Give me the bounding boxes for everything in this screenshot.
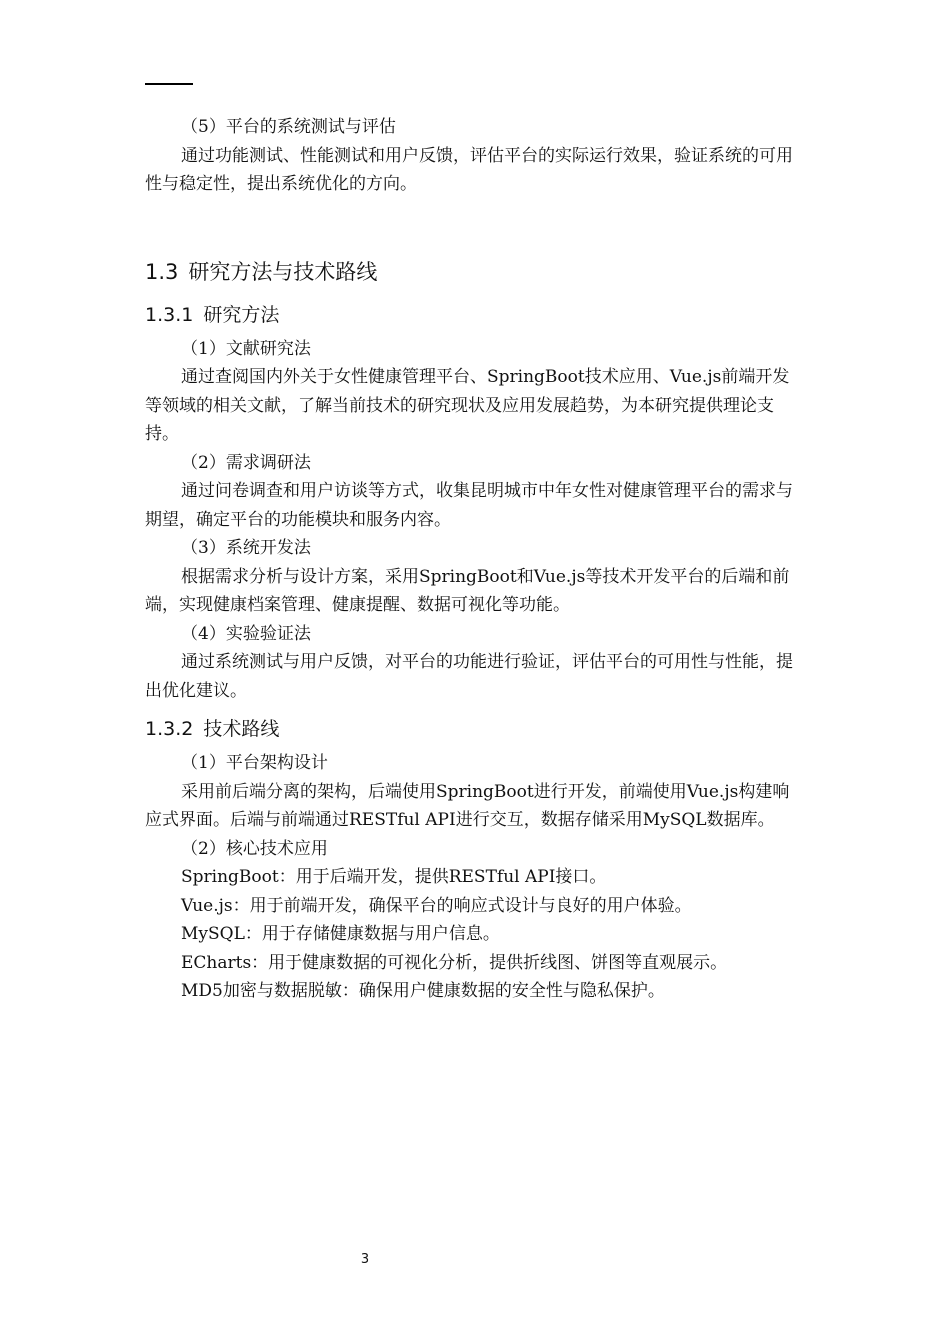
method-3-body: 根据需求分析与设计方案，采用SpringBoot和Vue.js等技术开发平台的后端和前端，实现健康档案管理、健康提醒、数据可视化等功能。 xyxy=(145,566,790,615)
page-number: 3 xyxy=(360,1252,370,1267)
subsection-title: 研究方法 xyxy=(203,303,280,326)
route-1-body: 采用前后端分离的架构，后端使用SpringBoot进行开发，前端使用Vue.js构建响应式界面。后端与前端通过RESTful API进行交互，数据存储采用MySQL数据库。 xyxy=(145,781,790,830)
method-4-title: （4）实验验证法 xyxy=(181,623,311,644)
document-body xyxy=(145,113,801,1006)
tech-echarts: ECharts：用于健康数据的可视化分析，提供折线图、饼图等直观展示。 xyxy=(181,952,728,973)
method-2-title: （2）需求调研法 xyxy=(181,452,311,473)
header-rule xyxy=(145,83,193,85)
tech-springboot: SpringBoot：用于后端开发，提供RESTful API接口。 xyxy=(181,867,607,887)
method-3-title: （3）系统开发法 xyxy=(181,538,311,558)
tech-vuejs: Vue.js：用于前端开发，确保平台的响应式设计与良好的用户体验。 xyxy=(181,895,692,916)
tech-md5: MD5加密与数据脱敏：确保用户健康数据的安全性与隐私保护。 xyxy=(181,981,665,1001)
tech-mysql: MySQL：用于存储健康数据与用户信息。 xyxy=(181,924,500,944)
method-4-body: 通过系统测试与用户反馈，对平台的功能进行验证，评估平台的可用性与性能，提出优化建议。 xyxy=(145,652,793,701)
method-1-body: 通过查阅国内外关于女性健康管理平台、SpringBoot技术应用、Vue.js前端开发等领域的相关文献，了解当前技术的研究现状及应用发展趋势，为本研究提供理论支持。 xyxy=(145,367,790,444)
item-5-body: 通过功能测试、性能测试和用户反馈，评估平台的实际运行效果，验证系统的可用性与稳定性，提出系统优化的方向。 xyxy=(145,145,793,194)
section-1-3-heading xyxy=(145,257,801,287)
section-title: 研究方法与技术路线 xyxy=(188,259,378,284)
route-1-title: （1）平台架构设计 xyxy=(181,753,328,773)
subsection-title: 技术路线 xyxy=(203,718,280,740)
section-1-3-1-heading xyxy=(145,301,801,329)
section-1-3-2-heading xyxy=(145,715,801,743)
subsection-number: 1.3.2 xyxy=(145,718,194,740)
item-5-title: （5）平台的系统测试与评估 xyxy=(181,117,396,137)
subsection-number: 1.3.1 xyxy=(145,303,194,326)
route-2-title: （2）核心技术应用 xyxy=(181,838,328,859)
section-number: 1.3 xyxy=(145,259,179,284)
method-2-body: 通过问卷调查和用户访谈等方式，收集昆明城市中年女性对健康管理平台的需求与期望，确定平台的功能模块和服务内容。 xyxy=(145,481,793,530)
method-1-title: （1）文献研究法 xyxy=(181,338,311,359)
